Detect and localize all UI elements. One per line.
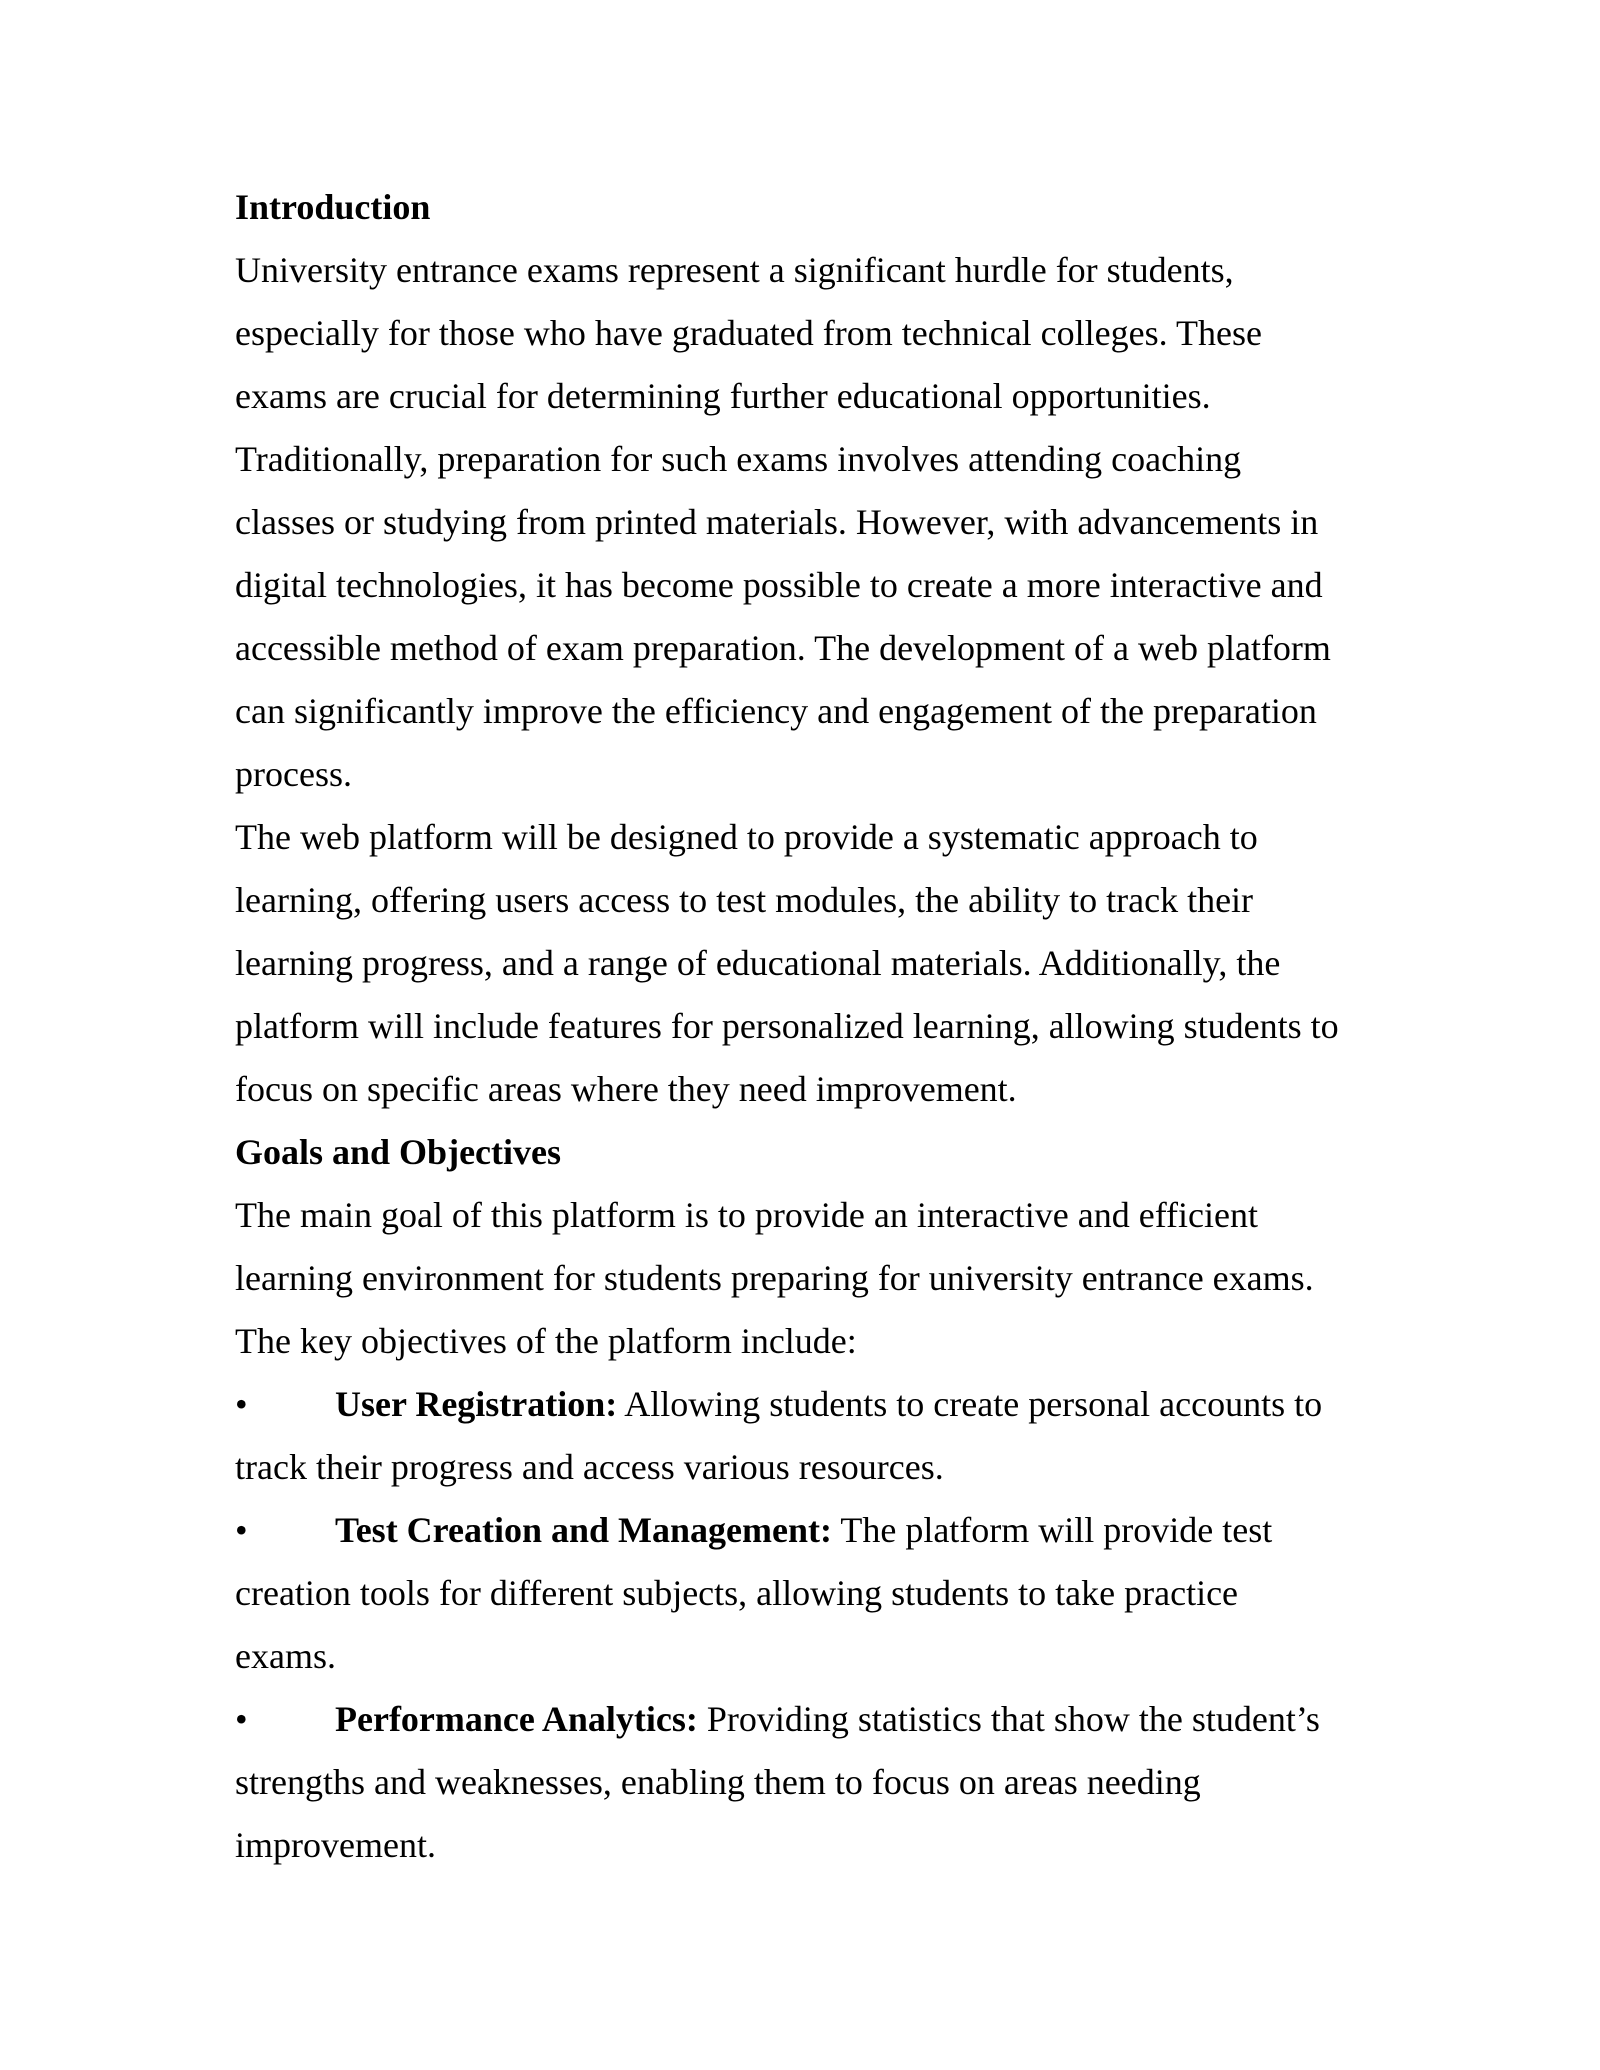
list-item-test-creation	[235, 1499, 1343, 1688]
section-heading-goals: Goals and Objectives	[235, 1132, 562, 1172]
document-content	[235, 176, 1343, 1877]
bullet-label: User Registration:	[335, 1384, 618, 1424]
bullet-text: Providing statistics that show the student’s strengths and weaknesses, enabling them to focus on areas needing improvement.	[235, 1699, 1320, 1865]
section-heading-introduction: Introduction	[235, 187, 431, 227]
list-item-performance-analytics	[235, 1688, 1343, 1877]
paragraph-goals: The main goal of this platform is to provide an interactive and efficient learning environment for students preparing for university entrance exams. The key objectives of the platform include:	[235, 1195, 1314, 1361]
paragraph-intro-1: University entrance exams represent a significant hurdle for students, especially for those who have graduated from technical colleges. These exams are crucial for determining further educational opportunities. Traditionally, preparation for such exams involves attending coaching classes or studying from printed materials. However, with advancements in digital technologies, it has become possible to create a more interactive and accessible method of exam preparation. The development of a web platform can significantly improve the efficiency and engagement of the preparation process.	[235, 250, 1331, 794]
bullet-text: The platform will provide test creation tools for different subjects, allowing students to take practice exams.	[235, 1510, 1273, 1676]
bullet-label: Test Creation and Management:	[335, 1510, 832, 1550]
bullet-icon: •	[235, 1699, 248, 1739]
bullet-icon: •	[235, 1384, 248, 1424]
bullet-icon: •	[235, 1510, 248, 1550]
list-item-user-registration	[235, 1373, 1343, 1499]
paragraph-intro-2: The web platform will be designed to provide a systematic approach to learning, offering users access to test modules, the ability to track their learning progress, and a range of educational materials. Additionally, the platform will include features for personalized learning, allowing students to focus on specific areas where they need improvement.	[235, 817, 1339, 1109]
bullet-label: Performance Analytics:	[335, 1699, 698, 1739]
bullet-text: Allowing students to create personal accounts to track their progress and access various resources.	[235, 1384, 1323, 1487]
